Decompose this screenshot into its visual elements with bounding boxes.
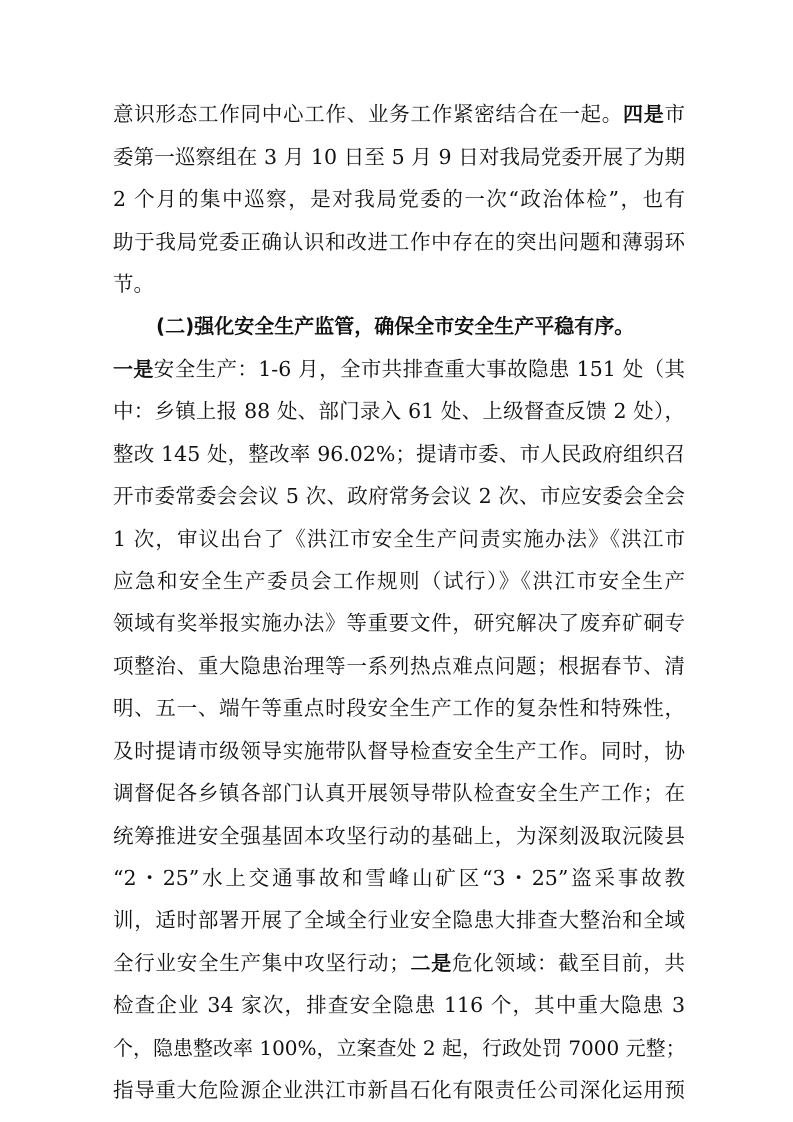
body-line [113,222,685,262]
body-line [113,1070,685,1110]
body-line [113,773,685,813]
text-segment: 开市委常委会会议 5 次、政府常务会议 2 次、市应安委会全会 [113,484,685,508]
text-segment: 1 次，审议出台了《洪江市安全生产问责实施办法》《洪江市 [113,527,685,551]
body-line [113,900,685,940]
body-line [113,943,685,983]
heading-text: (二)强化安全生产监管，确保全市安全生产平稳有序。 [156,314,635,338]
text-segment: 明、五一、端午等重点时段安全生产工作的复杂性和特殊性， [113,696,685,720]
body-line [113,688,685,728]
text-segment: 委第一巡察组在 3 月 10 日至 5 月 9 日对我局党委开展了为期 [113,145,685,169]
section-heading [156,306,685,346]
text-segment: 中：乡镇上报 88 处、部门录入 61 处、上级督查反馈 2 处）， [113,399,685,423]
body-line [113,391,685,431]
emphasis-text: 四是 [623,102,665,126]
text-segment: 全行业安全生产集中攻坚行动； [113,951,410,975]
body-line [113,434,685,474]
body-line [113,603,685,643]
body-line [113,561,685,601]
text-segment: 应急和安全生产委员会工作规则（试行）》《洪江市安全生产 [113,569,685,593]
text-segment: 危化领域：截至目前，共 [452,951,685,975]
text-segment: 市 [664,102,685,126]
body-line [113,985,685,1025]
text-segment: 助于我局党委正确认识和改进工作中存在的突出问题和薄弱环 [113,230,685,254]
text-segment: 统筹推进安全强基固本攻坚行动的基础上，为深刻汲取沅陵县 [113,824,685,848]
text-segment: 节。 [113,272,154,296]
text-segment: 调督促各乡镇各部门认真开展领导带队检查安全生产工作；在 [113,781,685,805]
text-segment: 及时提请市级领导实施带队督导检查安全生产工作。同时，协 [113,739,685,763]
text-segment: 个，隐患整改率 100%，立案查处 2 起，行政处罚 7000 元整； [113,1036,686,1060]
text-segment: “2・25”水上交通事故和雪峰山矿区“3・25”盗采事故教 [113,866,685,890]
emphasis-text: 一是 [113,357,154,381]
text-segment: 检查企业 34 家次，排查安全隐患 116 个，其中重大隐患 3 [113,993,685,1017]
text-segment: 项整治、重大隐患治理等一系列热点难点问题；根据春节、清 [113,654,685,678]
body-line [113,349,685,389]
emphasis-text: 二是 [409,951,452,975]
text-segment: 整改 145 处，整改率 96.02%；提请市委、市人民政府组织召 [113,442,685,466]
text-segment: 指导重大危险源企业洪江市新昌石化有限责任公司深化运用预 [113,1078,685,1102]
body-line [113,646,685,686]
body-line [113,1028,685,1068]
text-segment: 领域有奖举报实施办法》等重要文件，研究解决了废弃矿硐专 [113,611,685,635]
body-line [113,519,685,559]
body-line [113,179,685,219]
body-line [113,264,685,304]
text-segment: 意识形态工作同中心工作、业务工作紧密结合在一起。 [113,102,623,126]
body-line [113,858,685,898]
text-segment: 2 个月的集中巡察，是对我局党委的一次“政治体检”，也有 [113,187,685,211]
body-line [113,476,685,516]
text-segment: 训，适时部署开展了全域全行业安全隐患大排查大整治和全域 [113,908,685,932]
body-line [113,94,685,134]
body-line [113,731,685,771]
text-segment: 安全生产：1-6 月，全市共排查重大事故隐患 151 处（其 [153,357,685,381]
body-line [113,137,685,177]
body-line [113,816,685,856]
